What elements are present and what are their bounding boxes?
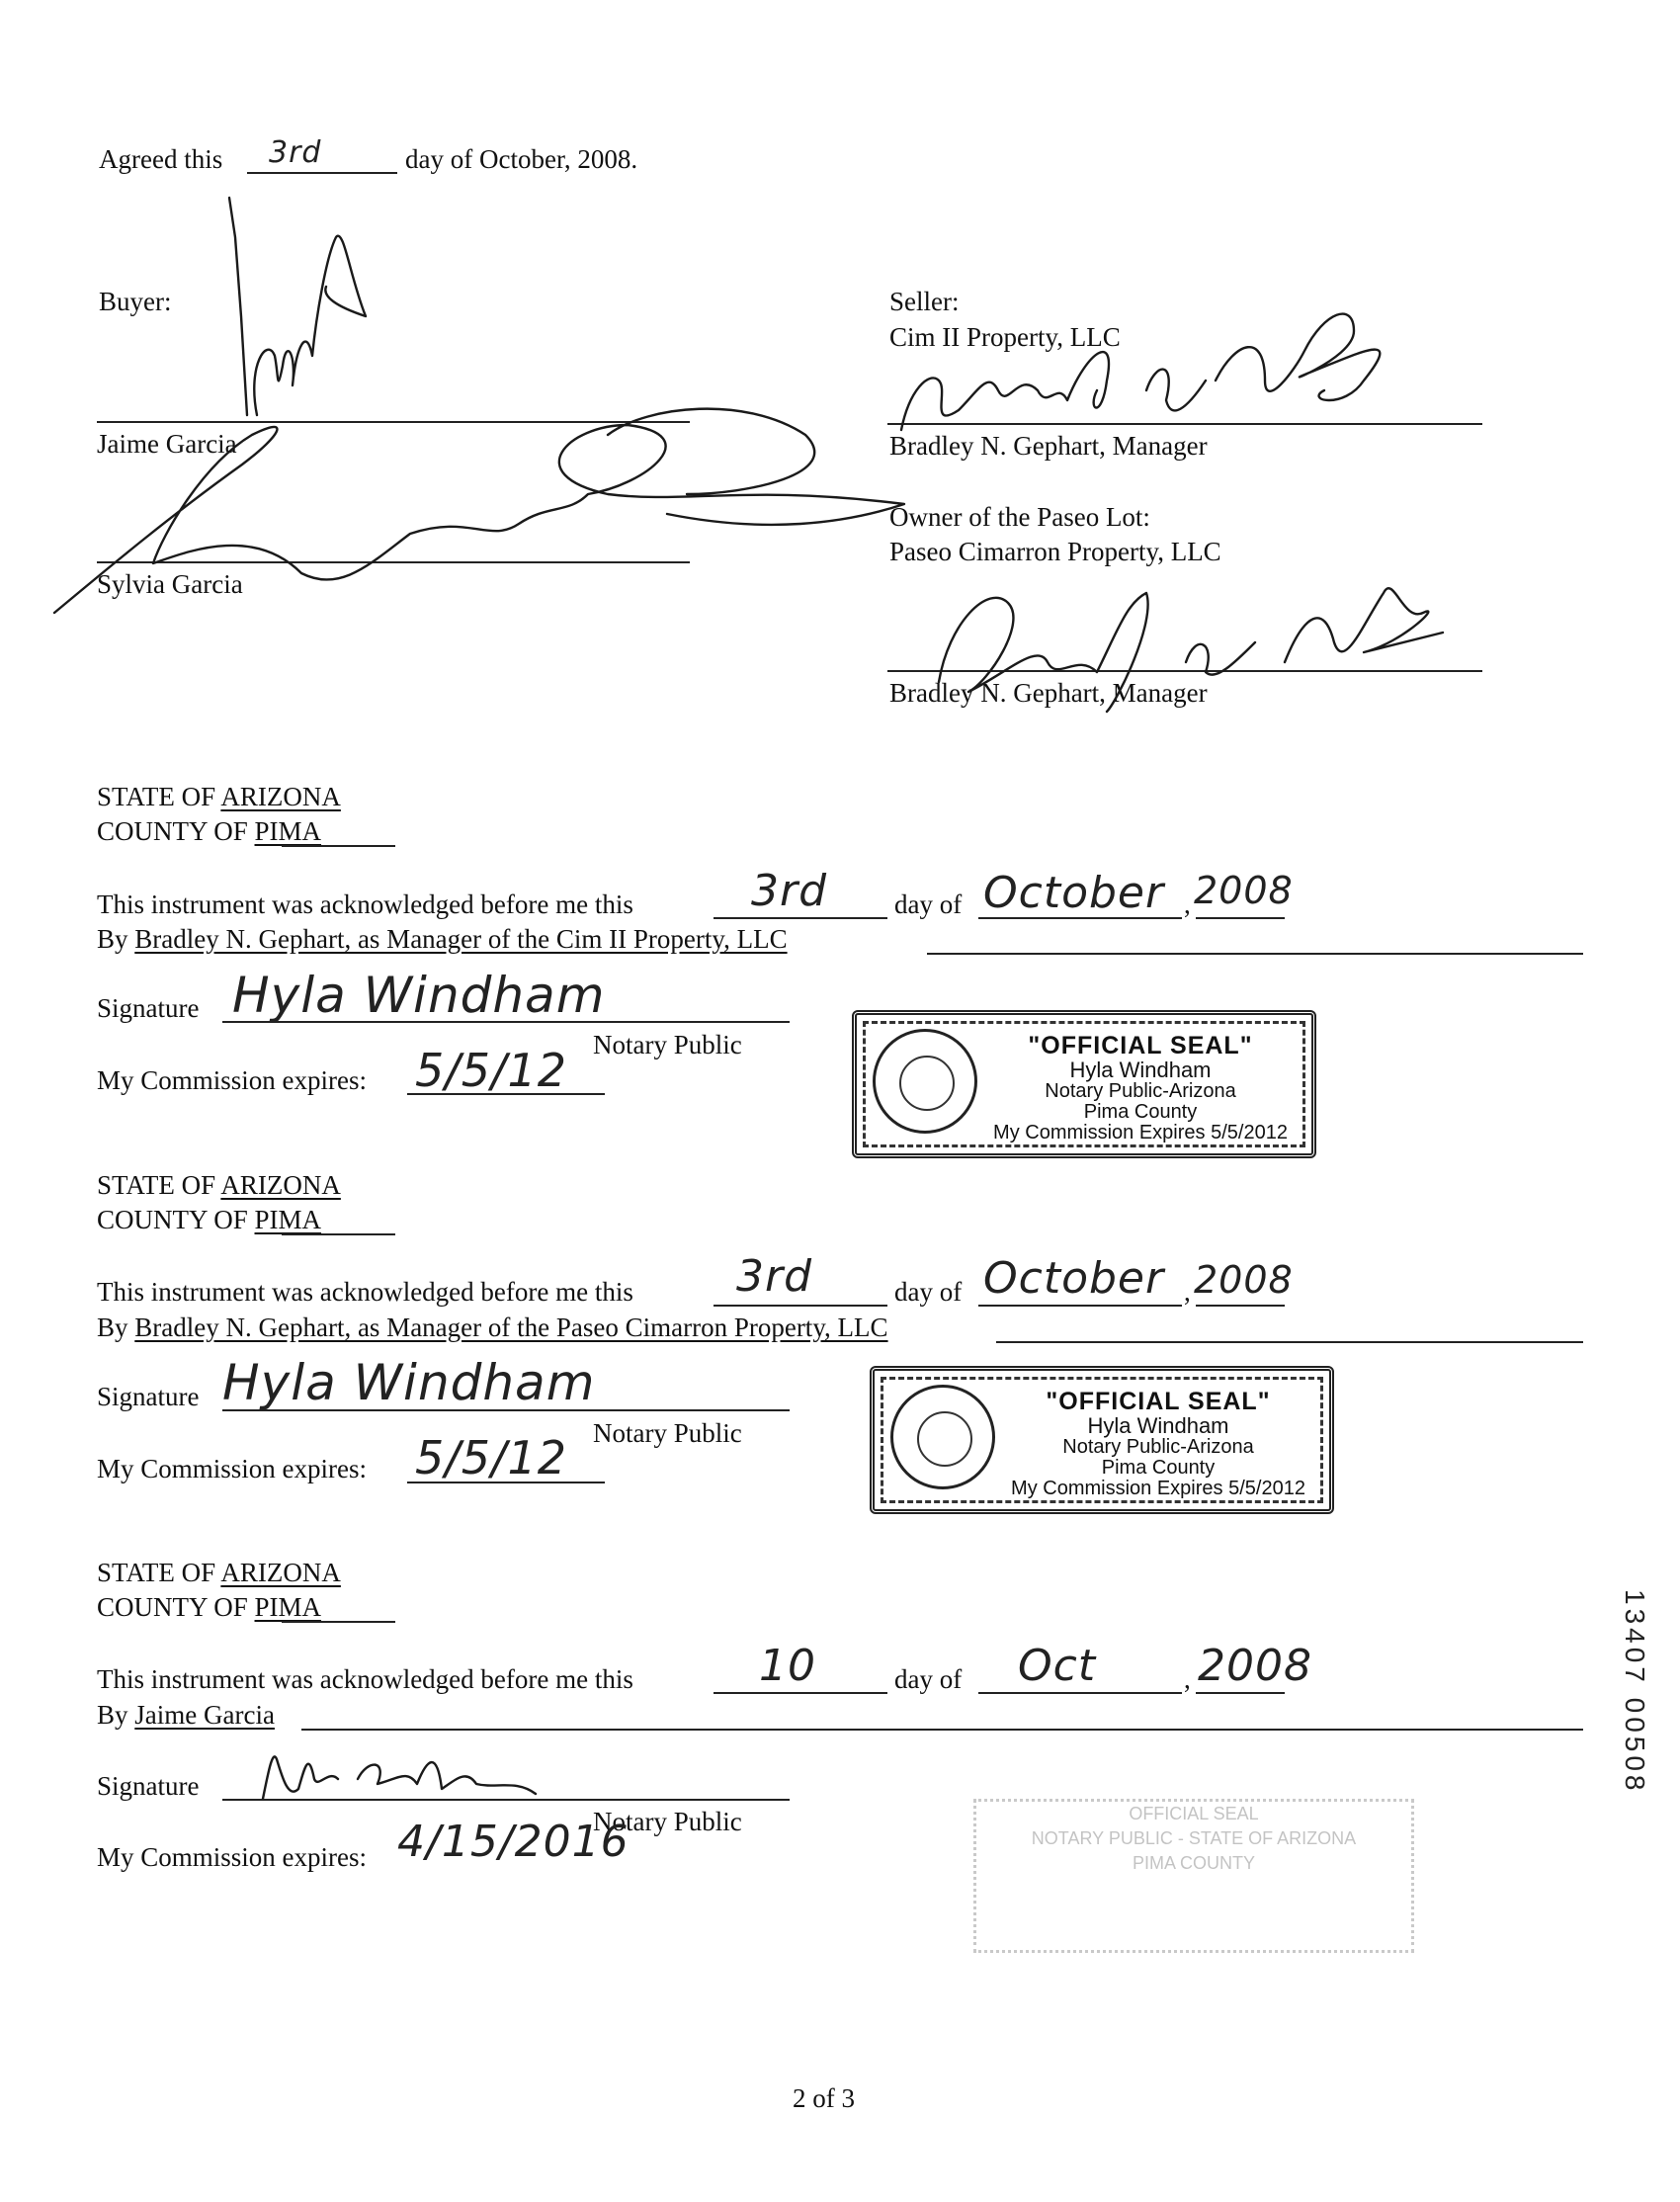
official-seal-1 — [852, 1010, 1316, 1158]
owner-signature — [929, 563, 1443, 721]
commission-date-2: 5/5/12 — [415, 1431, 568, 1484]
jaime-garcia-signature — [227, 198, 385, 425]
ack-day-line-1 — [714, 917, 887, 919]
ack-text-2: This instrument was acknowledged before me this — [97, 1277, 633, 1307]
notary-signature-3 — [259, 1739, 575, 1809]
notary-public-2: Notary Public — [593, 1418, 742, 1448]
owner-label: Owner of the Paseo Lot: — [889, 502, 1150, 532]
day-of-3: day of — [894, 1664, 963, 1694]
agreed-day-line — [247, 172, 397, 174]
sylvia-garcia-signature — [54, 395, 904, 613]
seller-company: Cim II Property, LLC — [889, 322, 1121, 352]
month-3: Oct — [1018, 1641, 1097, 1691]
ack-day-line-3 — [714, 1692, 887, 1694]
month-line-3 — [978, 1692, 1182, 1694]
seller-signature — [889, 292, 1403, 450]
state-label-1: STATE OF ARIZONA — [97, 782, 341, 811]
day-of-1: day of — [894, 889, 963, 919]
notary-signature-1: Hyla Windham — [232, 967, 606, 1024]
agreed-day-handwritten: 3rd — [269, 135, 322, 170]
county-line-3 — [282, 1621, 395, 1623]
day-of-2: day of — [894, 1277, 963, 1307]
seal-name: Hyla Windham — [1087, 1413, 1229, 1439]
seal-title: "OFFICIAL SEAL" — [1028, 1032, 1253, 1059]
ack-day-2: 3rd — [736, 1251, 813, 1302]
faded-notary-seal — [973, 1799, 1414, 1953]
seal-role: Notary Public-Arizona — [1062, 1436, 1254, 1459]
seal-expires: My Commission Expires 5/5/2012 — [993, 1122, 1288, 1144]
month-2: October — [983, 1253, 1165, 1304]
county-line-1 — [282, 845, 395, 847]
notary-public-3: Notary Public — [593, 1807, 742, 1836]
by-line-rule-2 — [996, 1341, 1583, 1343]
seal-county: Pima County — [1083, 1101, 1198, 1124]
ack-day-1: 3rd — [751, 866, 828, 916]
commission-date-1: 5/5/12 — [415, 1044, 568, 1097]
seal-role: Notary Public-Arizona — [1045, 1080, 1236, 1103]
faded-seal-title: OFFICIAL SEAL — [1129, 1804, 1259, 1823]
commission-label-2: My Commission expires: — [97, 1454, 368, 1483]
buyer-label: Buyer: — [99, 287, 172, 316]
arizona-seal-emblem-icon — [873, 1029, 977, 1134]
seal-expires: My Commission Expires 5/5/2012 — [1011, 1478, 1305, 1500]
seller-label: Seller: — [889, 287, 960, 316]
recording-number: 13407 00508 — [1620, 1589, 1650, 1795]
owner-signer: Bradley N. Gephart, Manager — [889, 678, 1208, 708]
page-number: 2 of 3 — [793, 2083, 855, 2113]
notary-public-1: Notary Public — [593, 1030, 742, 1059]
year-3: 2008 — [1198, 1641, 1312, 1691]
signature-label-2: Signature — [97, 1382, 200, 1411]
signature-label-1: Signature — [97, 993, 200, 1023]
commission-date-3: 4/15/2016 — [397, 1817, 630, 1867]
seal-name: Hyla Windham — [1069, 1058, 1212, 1083]
agreed-suffix: day of October, 2008. — [405, 144, 638, 174]
faded-seal-state: NOTARY PUBLIC - STATE OF ARIZONA — [1031, 1828, 1357, 1849]
ack-text-3: This instrument was acknowledged before me this — [97, 1664, 633, 1694]
county-label-2: COUNTY OF PIMA — [97, 1205, 322, 1234]
year-line-3 — [1196, 1692, 1285, 1694]
county-label-3: COUNTY OF PIMA — [97, 1592, 322, 1622]
seal-title: "OFFICIAL SEAL" — [1046, 1388, 1271, 1415]
seal-text — [985, 1033, 1296, 1143]
ack-day-line-2 — [714, 1305, 887, 1307]
by-line-2: By Bradley N. Gephart, as Manager of the Paseo Cimarron Property, LLC — [97, 1313, 888, 1342]
arizona-seal-emblem-icon — [890, 1385, 995, 1489]
seller-signer: Bradley N. Gephart, Manager — [889, 431, 1208, 461]
buyer-name-1: Jaime Garcia — [97, 429, 237, 459]
year-line-1 — [1196, 917, 1285, 919]
signature-label-3: Signature — [97, 1771, 200, 1801]
seal-text — [1003, 1389, 1313, 1499]
owner-company: Paseo Cimarron Property, LLC — [889, 537, 1221, 566]
month-1: October — [983, 868, 1165, 918]
ack-day-3: 10 — [759, 1641, 816, 1691]
commission-label-1: My Commission expires: — [97, 1065, 368, 1095]
month-line-2 — [978, 1305, 1182, 1307]
year-1: 2008 — [1194, 869, 1294, 912]
faded-seal-county: PIMA COUNTY — [1132, 1853, 1255, 1874]
seal-county: Pima County — [1101, 1457, 1216, 1480]
by-line-3: By Jaime Garcia — [97, 1700, 275, 1730]
state-label-2: STATE OF ARIZONA — [97, 1170, 341, 1200]
county-line-2 — [282, 1233, 395, 1235]
year-2: 2008 — [1194, 1258, 1294, 1302]
buyer-name-2: Sylvia Garcia — [97, 569, 243, 599]
by-line-rule-1 — [927, 953, 1583, 955]
comma-2: , — [1184, 1277, 1191, 1307]
notary-signature-2: Hyla Windham — [222, 1354, 596, 1411]
county-label-1: COUNTY OF PIMA — [97, 816, 322, 846]
comma-1: , — [1184, 889, 1191, 919]
official-seal-2 — [870, 1366, 1334, 1514]
by-line-rule-3 — [301, 1729, 1583, 1731]
commission-label-3: My Commission expires: — [97, 1842, 368, 1872]
comma-3: , — [1184, 1664, 1191, 1694]
year-line-2 — [1196, 1305, 1285, 1307]
agreed-prefix: Agreed this — [99, 144, 223, 174]
ack-text-1: This instrument was acknowledged before me this — [97, 889, 633, 919]
by-line-1: By Bradley N. Gephart, as Manager of the Cim II Property, LLC — [97, 924, 788, 954]
state-label-3: STATE OF ARIZONA — [97, 1558, 341, 1587]
